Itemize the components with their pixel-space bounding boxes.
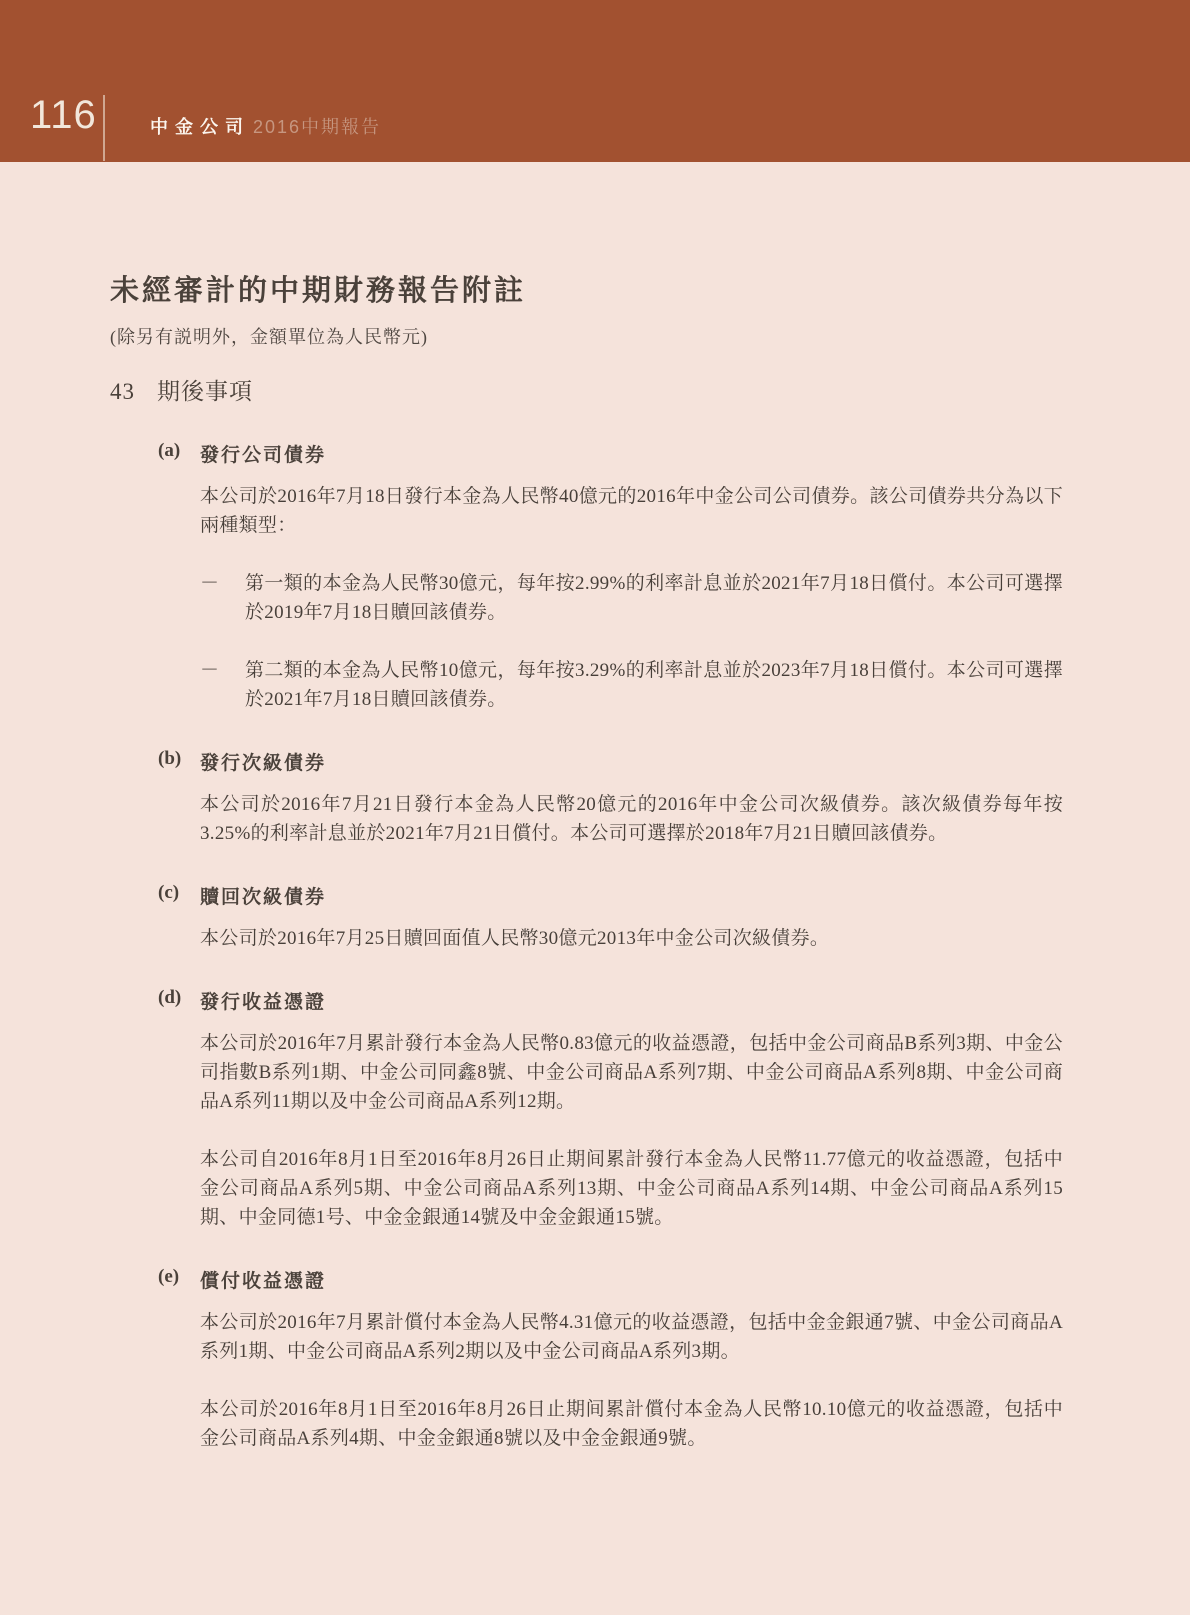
bullet-dash: －: [200, 659, 220, 681]
subsection-e-body: [200, 1308, 1063, 1453]
subsection-b-heading: [158, 748, 1063, 775]
subsection-a-label: (a): [158, 439, 181, 461]
company-name: 中金公司: [150, 117, 250, 137]
bullet-item: [200, 656, 1063, 714]
bullet-text: 第二類的本金為人民幣10億元，每年按3.29%的利率計息並於2023年7月18日償付。本公司可選擇於2021年7月18日贖回該債券。: [245, 659, 1063, 710]
bullet-dash: －: [200, 572, 220, 594]
subsection-a-heading: [158, 440, 1063, 467]
bullet-text: 第一類的本金為人民幣30億元，每年按2.99%的利率計息並於2021年7月18日償付。本公司可選擇於2019年7月18日贖回該債券。: [245, 572, 1063, 623]
section-heading: [110, 373, 1063, 406]
subsection-e-title: 償付收益憑證: [200, 1270, 327, 1292]
subsection-a: [158, 440, 1063, 714]
subsection-c-title: 贖回次級債券: [200, 886, 327, 908]
subsection-c-label: (c): [158, 881, 180, 903]
paragraph: 本公司於2016年8月1日至2016年8月26日止期间累計償付本金為人民幣10.10億元的收益憑證，包括中金公司商品A系列4期、中金金銀通8號以及中金金銀通9號。: [200, 1398, 1063, 1449]
subsection-e-heading: [158, 1266, 1063, 1293]
paragraph: 本公司於2016年7月累計發行本金為人民幣0.83億元的收益憑證，包括中金公司商品B系列3期、中金公司指數B系列1期、中金公司同鑫8號、中金公司商品A系列7期、中金公司商品A系列8期、中金公司商品A系列11期以及中金公司商品A系列12期。: [200, 1032, 1063, 1112]
document-body: [0, 162, 1190, 1453]
subsection-d: [158, 987, 1063, 1232]
subsection-b-body: [200, 790, 1063, 848]
subsection-a-title: 發行公司債券: [200, 444, 327, 466]
subsection-b: [158, 748, 1063, 848]
subsection-d-title: 發行收益憑證: [200, 991, 327, 1013]
paragraph: 本公司於2016年7月18日發行本金為人民幣40億元的2016年中金公司公司債券。該公司債券共分為以下兩種類型：: [200, 485, 1063, 536]
subsection-b-label: (b): [158, 747, 182, 769]
paragraph: 本公司於2016年7月累計償付本金為人民幣4.31億元的收益憑證，包括中金金銀通7號、中金公司商品A系列1期、中金公司商品A系列2期以及中金公司商品A系列3期。: [200, 1311, 1063, 1362]
subsection-d-heading: [158, 987, 1063, 1014]
subsection-c: [158, 882, 1063, 953]
page-title: 未經審計的中期財務報告附註: [110, 275, 527, 307]
page-number: 116: [30, 93, 97, 137]
subsection-c-heading: [158, 882, 1063, 909]
section-title: 期後事項: [157, 378, 253, 404]
bullet-item: [200, 569, 1063, 627]
subsection-c-body: [200, 924, 1063, 953]
page-header-band: [0, 0, 1190, 162]
subsection-d-body: [200, 1029, 1063, 1232]
page-subtitle: (除另有説明外，金額單位為人民幣元): [110, 326, 428, 347]
subsection-a-body: [200, 482, 1063, 714]
header-divider: [103, 95, 105, 161]
subsection-e-label: (e): [158, 1265, 180, 1287]
paragraph: 本公司於2016年7月21日發行本金為人民幣20億元的2016年中金公司次級債券。該次級債券每年按3.25%的利率計息並於2021年7月21日償付。本公司可選擇於2018年7月21日贖回該債券。: [200, 793, 1063, 844]
paragraph: 本公司於2016年7月25日贖回面值人民幣30億元2013年中金公司次級債券。: [200, 927, 830, 949]
section-number: 43: [110, 378, 135, 404]
subsection-d-label: (d): [158, 986, 182, 1008]
subsection-e: [158, 1266, 1063, 1453]
report-edition: 2016中期報告: [253, 117, 382, 137]
paragraph: 本公司自2016年8月1日至2016年8月26日止期间累計發行本金為人民幣11.77億元的收益憑證，包括中金公司商品A系列5期、中金公司商品A系列13期、中金公司商品A系列14期、中金公司商品A系列15期、中金同德1号、中金金銀通14號及中金金銀通15號。: [200, 1148, 1063, 1228]
subsection-b-title: 發行次級債券: [200, 752, 327, 774]
